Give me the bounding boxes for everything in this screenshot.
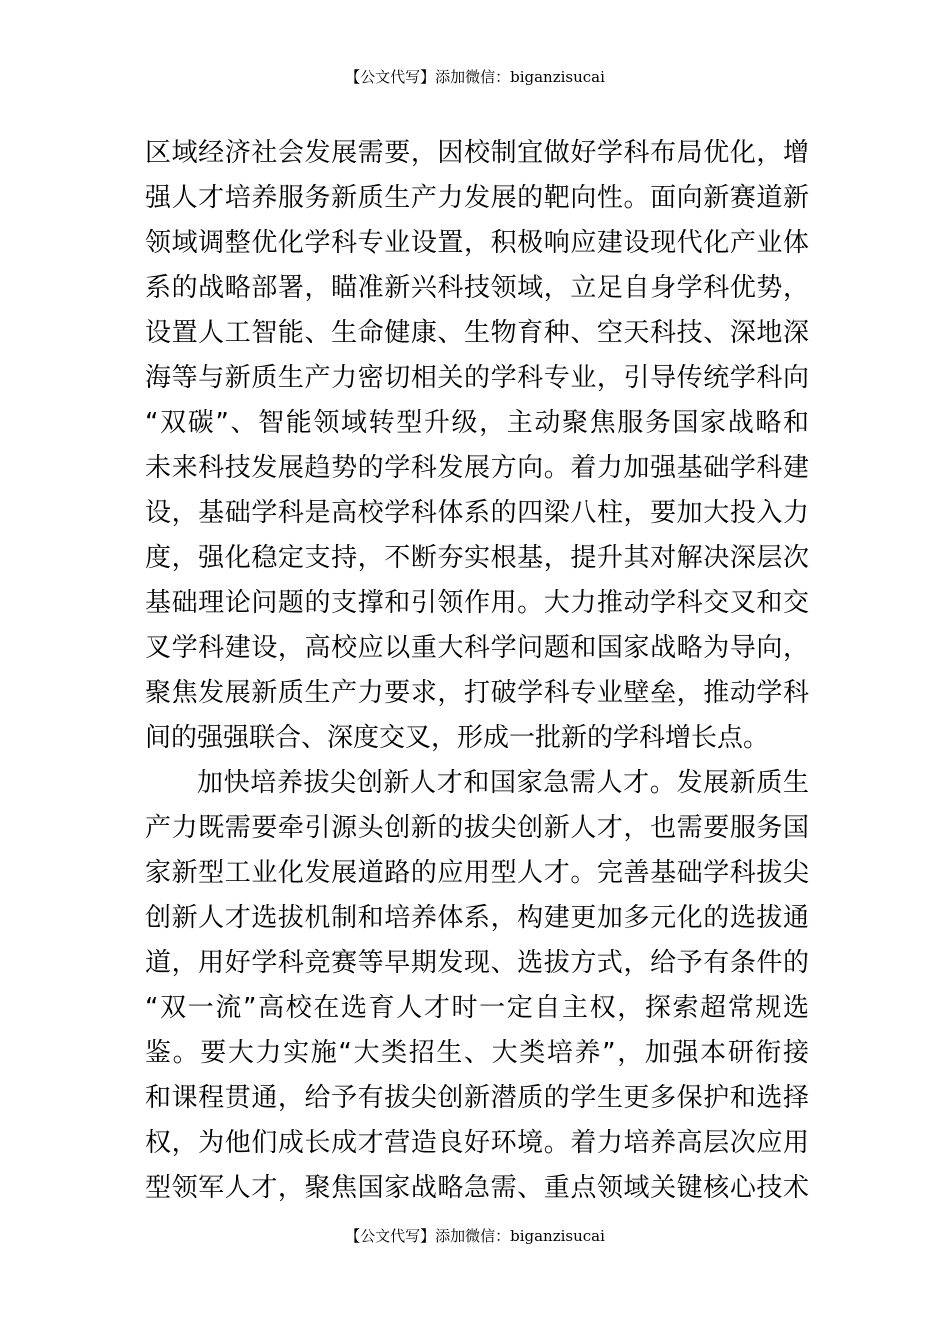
document-body [145,131,809,1211]
text-line: 度，强化稳定支持，不断夯实根基，提升其对解决深层次 [145,543,809,573]
text-line: 领域调整优化学科专业设置，积极响应建设现代化产业体 [145,228,809,258]
text-line: 家新型工业化发展道路的应用型人才。完善基础学科拔尖 [145,858,809,888]
text-line: 道，用好学科竞赛等早期发现、选拔方式，给予有条件的 [145,948,809,978]
text-line: 间的强强联合、深度交叉，形成一批新的学科增长点。 [145,723,770,753]
text-line: 海等与新质生产力密切相关的学科专业，引导传统学科向 [145,363,809,393]
text-line: 叉学科建设，高校应以重大科学问题和国家战略为导向， [145,633,809,663]
paragraph-2 [145,761,809,1211]
text-line: 系的战略部署，瞄准新兴科技领域，立足自身学科优势， [145,273,809,303]
text-line: 权，为他们成长成才营造良好环境。着力培养高层次应用 [145,1128,809,1158]
text-line: 基础理论问题的支撑和引领作用。大力推动学科交叉和交 [145,588,809,618]
text-line: 强人才培养服务新质生产力发展的靶向性。面向新赛道新 [145,183,809,213]
text-line: 聚焦发展新质生产力要求，打破学科专业壁垒，推动学科 [145,678,809,708]
text-line: 型领军人才，聚焦国家战略急需、重点领域关键核心技术 [145,1173,809,1203]
text-line: 设，基础学科是高校学科体系的四梁八柱，要加大投入力 [145,498,809,528]
text-line: 设置人工智能、生命健康、生物育种、空天科技、深地深 [145,318,809,348]
page-footer: 【公文代写】添加微信：biganzisucai [345,1227,605,1245]
text-line: 加快培养拔尖创新人才和国家急需人才。发展新质生 [197,768,809,798]
page-header: 【公文代写】添加微信：biganzisucai [345,68,605,86]
text-line: “双碳”、智能领域转型升级，主动聚焦服务国家战略和 [145,408,809,438]
text-line: “双一流”高校在选育人才时一定自主权，探索超常规选 [145,993,809,1023]
text-line: 创新人才选拔机制和培养体系，构建更加多元化的选拔通 [145,903,809,933]
text-line: 区域经济社会发展需要，因校制宜做好学科布局优化，增 [145,138,809,168]
paragraph-1 [145,131,809,761]
text-line: 未来科技发展趋势的学科发展方向。着力加强基础学科建 [145,453,809,483]
text-line: 和课程贯通，给予有拔尖创新潜质的学生更多保护和选择 [145,1083,809,1113]
text-line: 鉴。要大力实施“大类招生、大类培养”，加强本研衔接 [145,1038,809,1068]
text-line: 产力既需要牵引源头创新的拔尖创新人才，也需要服务国 [145,813,809,843]
